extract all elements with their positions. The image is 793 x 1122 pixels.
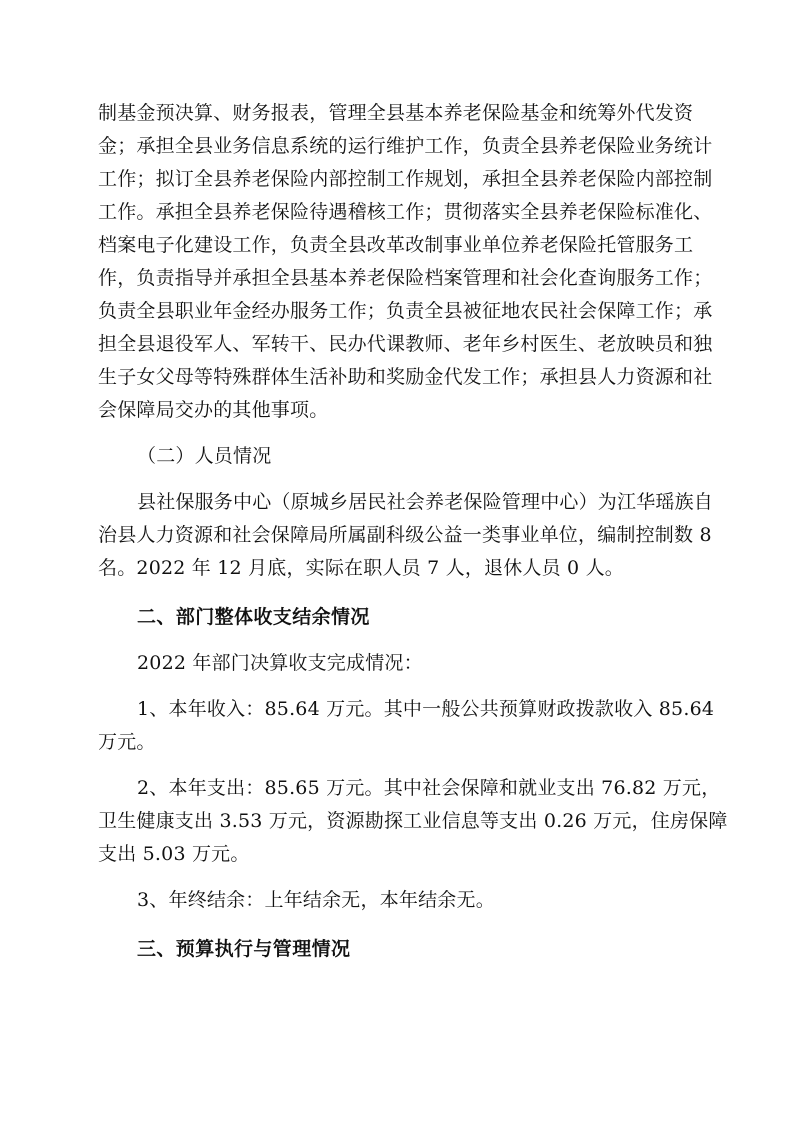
document-body [98,97,728,966]
text-line: 负责全县职业年金经办服务工作；负责全县被征地农民社会保障工作；承 [98,300,713,322]
spacer [98,634,696,647]
text-line: 生子女父母等特殊群体生活补助和奖励金代发工作；承担县人力资源和社 [98,366,713,388]
text-line: 县社保服务中心（原城乡居民社会养老保险管理中心）为江华瑶族自 [137,491,714,513]
text-line: 支出 5.03 万元。 [98,843,250,865]
duties-paragraph [98,97,713,427]
text-line: 档案电子化建设工作，负责全县改革改制事业单位养老保险托管服务工 [98,234,694,256]
text-line: 1、本年收入：85.64 万元。其中一般公共预算财政拨款收入 85.64 [137,698,715,720]
spacer [98,759,696,772]
spacer [98,427,696,440]
text-line: 名。2022 年 12 月底，实际在职人员 7 人，退休人员 0 人。 [98,557,624,579]
text-line: 制基金预决算、财务报表，管理全县基本养老保险基金和统筹外代发资 [98,102,694,124]
text-line: 卫生健康支出 3.53 万元，资源勘探工业信息等支出 0.26 万元，住房保障 [98,810,728,832]
summary-intro: 2022 年部门决算收支完成情况： [137,652,423,674]
balance-paragraph: 3、年终结余：上年结余无，本年结余无。 [137,889,495,911]
text-line: 2、本年支出：85.65 万元。其中社会保障和就业支出 76.82 万元， [137,777,721,799]
expense-paragraph [98,772,728,871]
spacer [98,680,696,693]
spacer [98,585,696,601]
text-line: 治县人力资源和社会保障局所属副科级公益一类事业单位，编制控制数 8 [98,524,712,546]
spacer [98,917,696,933]
staff-subheading: （二）人员情况 [137,445,272,467]
text-line: 担全县退役军人、军转干、民办代课教师、老年乡村医生、老放映员和独 [98,333,713,355]
text-line: 万元。 [98,731,156,753]
text-line: 工作。承担全县养老保险待遇稽核工作；贯彻落实全县养老保险标准化、 [98,201,713,223]
section-heading-budget-execution: 三、预算执行与管理情况 [137,938,351,960]
income-paragraph [98,693,715,759]
text-line: 金；承担全县业务信息系统的运行维护工作，负责全县养老保险业务统计 [98,135,713,157]
spacer [98,871,696,884]
spacer [98,473,696,486]
text-line: 作，负责指导并承担全县基本养老保险档案管理和社会化查询服务工作； [98,267,713,289]
section-heading-income-expense: 二、部门整体收支结余情况 [137,606,370,628]
staff-paragraph [98,486,714,585]
text-line: 会保障局交办的其他事项。 [98,399,329,421]
text-line: 工作；拟订全县养老保险内部控制工作规划，承担全县养老保险内部控制 [98,168,713,190]
